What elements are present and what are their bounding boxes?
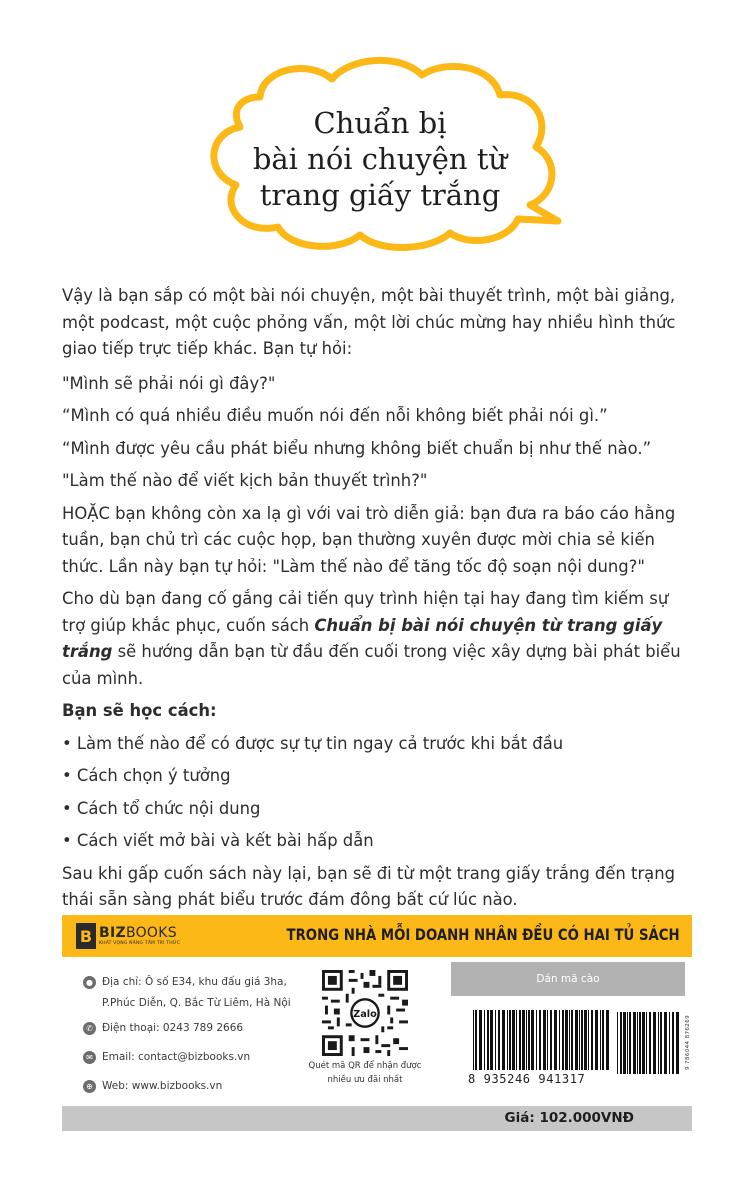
closing-paragraph: Sau khi gấp cuốn sách này lại, bạn sẽ đi từ một trang giấy trắng đến trạng thái sẵn sàng phát biểu trước đám đông bất cứ lúc nào.	[62, 863, 676, 909]
barcode-bar	[653, 1012, 656, 1074]
barcode-bar	[502, 1010, 505, 1070]
barcode-bar	[581, 1010, 583, 1070]
barcode-bar	[475, 1010, 477, 1070]
barcode-bar	[559, 1010, 560, 1070]
barcode-bar	[487, 1010, 489, 1070]
qr-caption-line-2: nhiều ưu đãi nhất	[327, 1075, 403, 1085]
contact-phone	[83, 1018, 303, 1038]
banner-slogan: TRONG NHÀ MỖI DOANH NHÂN ĐỀU CÓ HAI TỦ SÁCH	[286, 925, 680, 944]
barcode-bar	[565, 1010, 568, 1070]
barcode-bar	[495, 1010, 496, 1070]
barcode-bar	[507, 1010, 508, 1070]
publisher-banner	[62, 915, 692, 957]
barcode-bar	[588, 1010, 589, 1070]
barcode-bar	[669, 1012, 670, 1074]
barcode-bar	[571, 1010, 573, 1070]
address-line-2: P.Phúc Diễn, Q. Bắc Từ Liêm, Hà Nội	[102, 997, 291, 1009]
isbn-barcode-number: 8 935246 941317	[468, 1072, 586, 1086]
contact-email	[83, 1047, 303, 1067]
quote-1: "Mình sẽ phải nói gì đây?"	[62, 373, 276, 393]
barcode-bar	[629, 1012, 631, 1074]
barcode-bar	[516, 1010, 517, 1070]
barcode-bar	[591, 1010, 593, 1070]
barcode-bar	[547, 1010, 548, 1070]
contact-web	[83, 1076, 303, 1096]
book-paragraph-after: sẽ hướng dẫn bạn từ đầu đến cuối trong việc xây dựng bài phát biểu của mình.	[62, 642, 681, 688]
barcode-bar	[554, 1010, 557, 1070]
logo-slogan: KHÁT VỌNG NÂNG TẦM TRI THỨC	[99, 940, 181, 946]
price-strip	[62, 1106, 692, 1131]
barcode-bar	[649, 1012, 651, 1074]
barcode-bar	[672, 1012, 674, 1074]
bullet-item: • Cách chọn ý tưởng	[62, 763, 692, 790]
barcode-bar	[602, 1010, 604, 1070]
barcode-bar	[637, 1012, 638, 1074]
barcode-bar	[519, 1010, 521, 1070]
contact-info	[83, 972, 303, 1105]
scratch-code-area[interactable]: Dán mã cào	[451, 962, 685, 996]
web-text: Web: www.bizbooks.vn	[102, 1080, 223, 1092]
book-paragraph-before: Cho dù bạn đang cố gắng cải tiến quy trình hiện tại hay đang tìm kiếm sự trợ giúp khắc phục, cuốn sách	[62, 589, 669, 635]
phone-icon: ✆	[83, 1022, 96, 1035]
book-paragraph-title: Chuẩn bị bài nói chuyện từ trang giấy trắng	[62, 615, 663, 661]
barcode-bar	[664, 1012, 667, 1074]
globe-icon: ⊕	[83, 1080, 96, 1093]
barcode-bar	[633, 1012, 636, 1074]
or-paragraph: HOẶC bạn không còn xa lạ gì với vai trò diễn giả: bạn đưa ra báo cáo hằng tuần, bạn chủ trì các cuộc họp, bạn thường xuyên được mời chia sẻ kiến thức. Lần này bạn tự hỏi: "Làm thế nào để tăng tốc độ soạn nội dung?"	[62, 503, 676, 576]
barcode-bar	[660, 1012, 662, 1074]
barcode-bar	[550, 1010, 552, 1070]
barcode-bar	[522, 1010, 525, 1070]
barcode-bar	[543, 1010, 546, 1070]
barcode-bar	[562, 1010, 564, 1070]
barcode-bar	[623, 1012, 626, 1074]
barcode-bar	[658, 1012, 659, 1074]
title-cloud	[200, 55, 570, 255]
barcode-bar	[569, 1010, 570, 1070]
barcode-bar	[512, 1010, 515, 1070]
barcode-bar	[600, 1010, 601, 1070]
price-label: Giá: 102.000VNĐ	[504, 1110, 634, 1126]
quote-4: "Làm thế nào để viết kịch bản thuyết trình?"	[62, 471, 428, 490]
logo-name-bold: BIZ	[99, 924, 126, 941]
isbn-barcode	[473, 1010, 609, 1070]
barcode-bar	[676, 1012, 679, 1074]
email-text: Email: contact@bizbooks.vn	[102, 1051, 251, 1063]
barcode-bar	[526, 1010, 527, 1070]
barcode-bar	[620, 1012, 622, 1074]
logo-name-thin: BOOKS	[125, 924, 177, 941]
bullet-item: • Cách tổ chức nội dung	[62, 796, 692, 823]
learn-heading: Bạn sẽ học cách:	[62, 701, 217, 720]
barcode-bar	[627, 1012, 628, 1074]
barcode-bar	[646, 1012, 647, 1074]
barcode-bar	[490, 1010, 493, 1070]
back-cover-description	[62, 283, 692, 920]
barcode-bar	[579, 1010, 580, 1070]
qr-caption	[300, 1059, 430, 1087]
book-title-line-3: trang giấy trắng	[259, 178, 501, 212]
book-title	[200, 105, 560, 213]
barcode-bar	[498, 1010, 500, 1070]
barcode-bar	[595, 1010, 598, 1070]
barcode-bar	[479, 1010, 482, 1070]
book-title-line-2: bài nói chuyện từ	[252, 142, 508, 176]
quote-2: “Mình có quá nhiều điều muốn nói đến nỗi không biết phải nói gì.”	[62, 406, 608, 425]
barcode-bar	[575, 1010, 578, 1070]
bizbooks-logo-icon: B	[76, 923, 96, 949]
email-icon: ✉	[83, 1051, 96, 1064]
barcode-bar	[528, 1010, 530, 1070]
barcode-bar	[509, 1010, 511, 1070]
barcode-bar	[473, 1010, 474, 1070]
secondary-barcode-number: 9 786044 876269	[685, 1015, 691, 1070]
contact-address	[83, 972, 303, 1014]
qr-center-label: Zalo	[353, 1008, 377, 1020]
barcode-bar	[642, 1012, 645, 1074]
book-title-line-1: Chuẩn bị	[313, 106, 447, 140]
barcode-bar	[531, 1010, 534, 1070]
barcode-bar	[617, 1012, 618, 1074]
bullet-item: • Cách viết mở bài và kết bài hấp dẫn	[62, 828, 692, 855]
barcode-bar	[484, 1010, 485, 1070]
barcode-bar	[606, 1010, 609, 1070]
quote-3: “Mình được yêu cầu phát biểu nhưng không biết chuẩn bị như thế nào.”	[62, 438, 652, 458]
barcode-bar	[539, 1010, 541, 1070]
barcode-bar	[584, 1010, 587, 1070]
bizbooks-logo	[76, 921, 180, 951]
bullet-item: • Làm thế nào để có được sự tự tin ngay cả trước khi bắt đầu	[62, 731, 692, 758]
qr-caption-line-1: Quét mã QR để nhận được	[308, 1061, 422, 1071]
address-line-1: Địa chỉ: Ô số E34, khu đấu giá 3ha,	[102, 976, 287, 988]
barcode-bar	[639, 1012, 641, 1074]
secondary-barcode	[617, 1012, 680, 1074]
location-pin-icon: ●	[83, 976, 96, 989]
zalo-qr-code[interactable]	[322, 970, 408, 1056]
book-paragraph	[62, 586, 692, 692]
phone-text: Điện thoại: 0243 789 2666	[102, 1022, 244, 1034]
barcode-bar	[536, 1010, 537, 1070]
intro-paragraph: Vậy là bạn sắp có một bài nói chuyện, một bài thuyết trình, một bài giảng, một podcast, một cuộc phỏng vấn, một lời chúc mừng hay nhiều hình thức giao tiếp trực tiếp khác. Bạn tự hỏi:	[62, 286, 676, 358]
